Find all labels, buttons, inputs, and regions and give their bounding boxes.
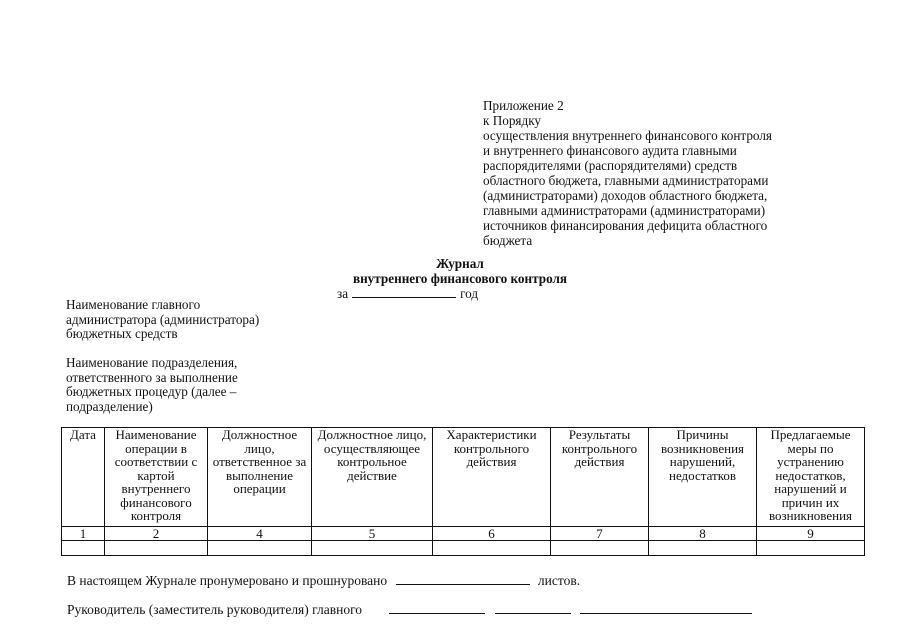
footer-head-line bbox=[67, 601, 752, 617]
column-header-causes: Причины возникновения нарушений, недостатков bbox=[649, 428, 757, 527]
column-number: 5 bbox=[312, 527, 433, 541]
column-header-measures: Предлагаемые меры по устранению недостатков, нарушений и причин их возникновения bbox=[757, 428, 865, 527]
appendix-line: Приложение 2 bbox=[483, 98, 564, 113]
appendix-line: распорядителями (распорядителями) средств bbox=[483, 158, 738, 173]
appendix-line: областного бюджета, главными администраторами bbox=[483, 173, 769, 188]
division-label-line: Наименование подразделения, bbox=[66, 355, 238, 370]
appendix-block bbox=[483, 98, 828, 248]
appendix-line: бюджета bbox=[483, 233, 533, 248]
table-cell[interactable] bbox=[105, 541, 208, 556]
sheets-count-blank[interactable] bbox=[396, 572, 530, 585]
appendix-line: главными администраторами (администраторами) bbox=[483, 203, 766, 218]
column-number: 8 bbox=[649, 527, 757, 541]
appendix-line: и внутреннего финансового аудита главными bbox=[483, 143, 737, 158]
column-number: 7 bbox=[551, 527, 649, 541]
table-cell[interactable] bbox=[208, 541, 312, 556]
name-blank[interactable] bbox=[580, 601, 752, 614]
column-header-responsible: Должностное лицо, ответственное за выполнение операции bbox=[208, 428, 312, 527]
admin-label bbox=[66, 298, 259, 342]
table-header-row bbox=[62, 428, 865, 527]
table-cell[interactable] bbox=[62, 541, 105, 556]
table-row bbox=[62, 541, 865, 556]
division-label-line: бюджетных процедур (далее – bbox=[66, 384, 237, 399]
journal-table bbox=[61, 427, 865, 556]
admin-label-line: бюджетных средств bbox=[66, 326, 178, 341]
table-cell[interactable] bbox=[551, 541, 649, 556]
column-header-results: Результаты контрольного действия bbox=[551, 428, 649, 527]
footer-numbered-prefix: В настоящем Журнале пронумеровано и прошнуровано bbox=[67, 573, 388, 588]
admin-label-line: администратора (администратора) bbox=[66, 311, 260, 327]
admin-label-line: Наименование главного bbox=[66, 297, 201, 312]
period-suffix: год bbox=[460, 286, 479, 301]
appendix-line: осуществления внутреннего финансового контроля bbox=[483, 128, 772, 143]
table-cell[interactable] bbox=[757, 541, 865, 556]
column-header-date: Дата bbox=[62, 428, 105, 527]
footer-numbered-suffix: листов. bbox=[537, 573, 581, 588]
table-cell[interactable] bbox=[312, 541, 433, 556]
column-number: 4 bbox=[208, 527, 312, 541]
appendix-line: к Порядку bbox=[483, 113, 542, 128]
column-header-operation: Наименование операции в соответствии с картой внутреннего финансового контроля bbox=[105, 428, 208, 527]
journal-title bbox=[300, 256, 620, 286]
journal-title-line1: Журнал bbox=[436, 256, 484, 271]
column-number: 1 bbox=[62, 527, 105, 541]
signature-blank[interactable] bbox=[389, 601, 485, 614]
position-blank[interactable] bbox=[495, 601, 571, 614]
journal-period bbox=[337, 286, 478, 301]
footer-head-text: Руководитель (заместитель руководителя) главного bbox=[67, 602, 363, 617]
period-prefix: за bbox=[337, 286, 349, 301]
table-cell[interactable] bbox=[649, 541, 757, 556]
division-label-line: подразделение) bbox=[66, 398, 153, 414]
period-year-blank[interactable] bbox=[352, 286, 456, 298]
column-number: 9 bbox=[757, 527, 865, 541]
appendix-line: (администраторами) доходов областного бюджета, bbox=[483, 188, 768, 203]
column-header-controller: Должностное лицо, осуществляющее контрольное действие bbox=[312, 428, 433, 527]
footer-numbered-line bbox=[67, 572, 580, 588]
appendix-line: источников финансирования дефицита областного bbox=[483, 218, 768, 233]
column-number: 6 bbox=[433, 527, 551, 541]
column-header-characteristics: Характеристики контрольного действия bbox=[433, 428, 551, 527]
division-label bbox=[66, 356, 238, 414]
journal-title-line2: внутреннего финансового контроля bbox=[352, 271, 568, 286]
table-cell[interactable] bbox=[433, 541, 551, 556]
division-label-line: ответственного за выполнение bbox=[66, 369, 238, 385]
table-number-row bbox=[62, 527, 865, 541]
column-number: 2 bbox=[105, 527, 208, 541]
